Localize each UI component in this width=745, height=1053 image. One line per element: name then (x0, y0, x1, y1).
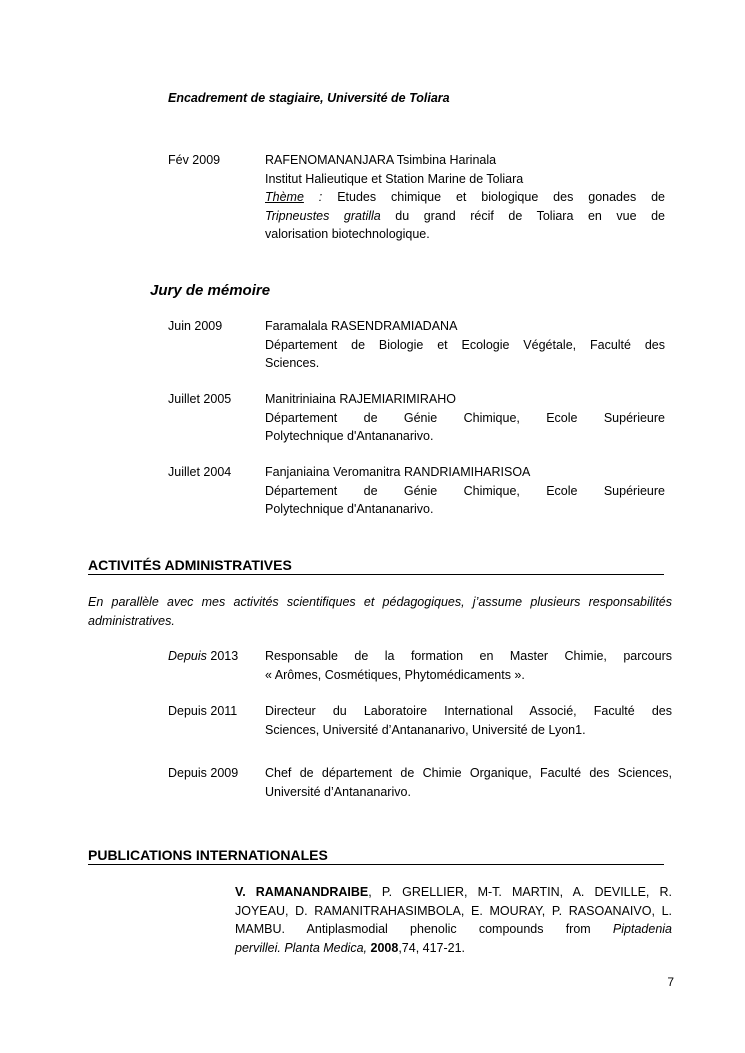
entry-description (265, 647, 672, 684)
publication-title: MAMBU. Antiplasmodial phenolic compounds from (235, 922, 613, 936)
entry-description (265, 317, 665, 373)
encadrement-heading: Encadrement de stagiaire, Université de Toliara (168, 91, 450, 105)
candidate-detail-1: Département de Génie Chimique, Ecole Supérieure (265, 410, 665, 425)
student-institution: Institut Halieutique et Station Marine de Toliara (265, 171, 524, 186)
entry-date: Depuis 2009 (168, 766, 239, 780)
entry-description (265, 390, 665, 446)
entry-description (265, 702, 672, 739)
admin-intro-line-2: administratives. (88, 613, 175, 628)
candidate-detail-2: Polytechnique d'Antananarivo. (265, 502, 434, 516)
entry-date: Fév 2009 (168, 153, 221, 167)
theme-label: Thème (265, 190, 304, 204)
entry-description (265, 764, 672, 801)
journal-name: pervillei. Planta Medica, (235, 940, 368, 955)
admin-intro (88, 593, 672, 630)
publication-line-4 (235, 939, 672, 958)
page-number: 7 (667, 975, 674, 989)
species-name: Tripneustes gratilla (265, 208, 381, 223)
student-name: RAFENOMANANJARA Tsimbina Harinala (265, 153, 497, 167)
date-year: 2013 (206, 649, 239, 663)
role-line-2: « Arômes, Cosmétiques, Phytomédicaments ». (265, 667, 525, 682)
candidate-detail-2: Sciences. (265, 356, 320, 370)
role-line-1: Chef de département de Chimie Organique, Faculté des Sciences, (265, 766, 672, 780)
role-line-1: Responsable de la formation en Master Chimie, parcours (265, 649, 672, 663)
entry-date: Juillet 2004 (168, 465, 232, 479)
entry-description (265, 151, 665, 244)
candidate-name: Manitriniaina RAJEMIARIMIRAHO (265, 392, 457, 406)
theme-text: Etudes chimique et biologique des gonades de (337, 190, 666, 204)
role-line-2: Sciences, Université d’Antananarivo, Université de Lyon1. (265, 722, 586, 737)
theme-line-1 (265, 188, 665, 207)
publication-volume-pages: ,74, 417-21. (398, 940, 466, 955)
candidate-name: Faramalala RASENDRAMIADANA (265, 319, 458, 333)
publications-section-title: PUBLICATIONS INTERNATIONALES (88, 846, 664, 865)
publication-year: 2008 (370, 940, 399, 955)
candidate-detail-2: Polytechnique d'Antananarivo. (265, 429, 434, 443)
entry-date: Juillet 2005 (168, 392, 232, 406)
candidate-detail-1: Département de Génie Chimique, Ecole Supérieure (265, 483, 665, 498)
entry-date (168, 647, 264, 666)
entry-date: Depuis 2011 (168, 704, 238, 718)
theme-line-3: valorisation biotechnologique. (265, 227, 430, 241)
candidate-name: Fanjaniaina Veromanitra RANDRIAMIHARISOA (265, 465, 531, 479)
coauthors: , P. GRELLIER, M-T. MARTIN, A. DEVILLE, R. (368, 885, 672, 899)
species-name: Piptadenia (612, 922, 672, 936)
entry-description (265, 463, 665, 519)
publication-line-2: JOYEAU, D. RAMANITRAHASIMBOLA, E. MOURAY, P. RASOANAIVO, L. (235, 903, 672, 918)
theme-text-cont: du grand récif de Toliara en vue de (380, 208, 665, 223)
candidate-detail-1: Département de Biologie et Ecologie Végétale, Faculté des (265, 337, 665, 352)
publication-entry (235, 883, 672, 957)
lead-author: V. RAMANANDRAIBE (235, 885, 369, 899)
publication-line-3 (235, 920, 672, 939)
admin-section-title: ACTIVITÉS ADMINISTRATIVES (88, 556, 664, 575)
jury-heading: Jury de mémoire (150, 282, 271, 299)
admin-intro-line-1: En parallèle avec mes activités scientifiques et pédagogiques, j’assume plusieurs responsabilités (88, 595, 672, 609)
theme-separator: : (303, 190, 338, 204)
entry-date: Juin 2009 (168, 319, 223, 333)
publication-line-1 (235, 883, 672, 902)
theme-line-2 (265, 207, 665, 226)
role-line-2: Université d’Antananarivo. (265, 784, 411, 799)
role-line-1: Directeur du Laboratoire International Associé, Faculté des (265, 704, 672, 718)
date-prefix: Depuis (168, 649, 207, 663)
